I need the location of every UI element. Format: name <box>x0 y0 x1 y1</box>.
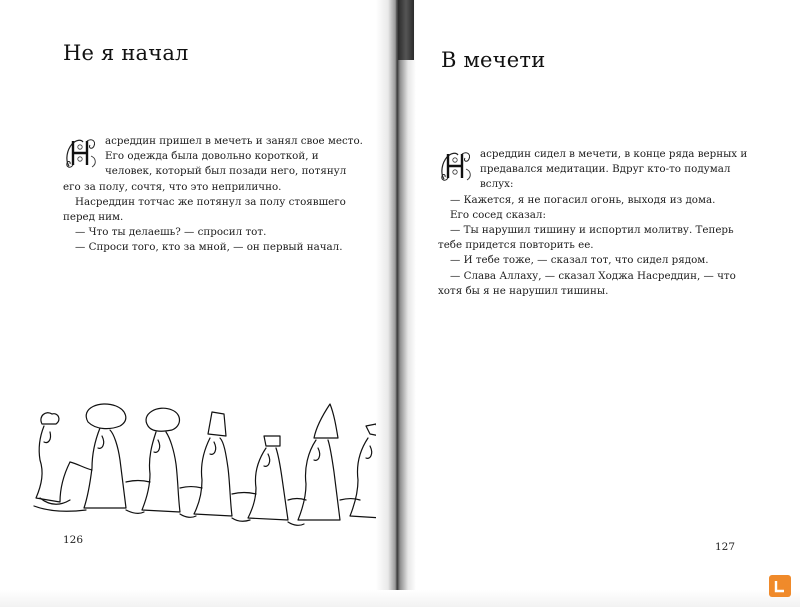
paragraph-1-right: асреддин сидел в мечети, в конце ряда верных и предавался медитации. Вдруг кто-то подумал вслух: <box>480 148 748 191</box>
binding-shadow <box>398 0 414 60</box>
ornamental-letter-icon <box>438 149 474 183</box>
right-page <box>398 0 800 607</box>
page-bottom-edge <box>0 590 800 607</box>
paragraph-5-right: — И тебе тоже, — сказал тот, что сидел рядом. <box>450 254 709 267</box>
story-text-left <box>63 134 363 256</box>
page-number-left: 126 <box>63 534 84 546</box>
paragraph-2-right: — Кажется, я не погасил огонь, выходя из дома. <box>450 193 716 206</box>
dropcap-right <box>438 149 474 183</box>
paragraph-4-right: — Ты нарушил тишину и испортил молитву. Теперь тебе придется повторить ее. <box>438 224 734 252</box>
paragraph-3-right: Его сосед сказал: <box>450 208 546 221</box>
paragraph-2-left: Насреддин тотчас же потянул за полу стоявшего перед ним. <box>63 195 346 224</box>
left-page <box>0 0 398 607</box>
paragraph-1-left: асреддин пришел в мечеть и занял свое место. Его одежда была довольно короткой, и человек, который был позади него, потянул его за полу, сочтя, что это неприлично. <box>63 135 363 193</box>
praying-men-illustration <box>30 402 382 532</box>
paragraph-6-right: — Слава Аллаху, — сказал Ходжа Насреддин, — что хотя бы я не нарушил тишины. <box>438 269 736 297</box>
labirint-l-icon <box>773 579 787 593</box>
page-title-right: В мечети <box>441 48 546 72</box>
story-text-right <box>438 147 748 299</box>
paragraph-4-left: — Спроси того, кто за мной, — он первый начал. <box>75 241 343 254</box>
book-gutter <box>376 0 416 607</box>
page-number-right: 127 <box>715 541 736 553</box>
dropcap-left <box>63 136 99 170</box>
page-title-left: Не я начал <box>63 41 189 65</box>
ornamental-letter-icon <box>63 136 99 170</box>
labirint-logo-icon <box>769 575 791 597</box>
paragraph-3-left: — Что ты делаешь? — спросил тот. <box>75 226 267 239</box>
